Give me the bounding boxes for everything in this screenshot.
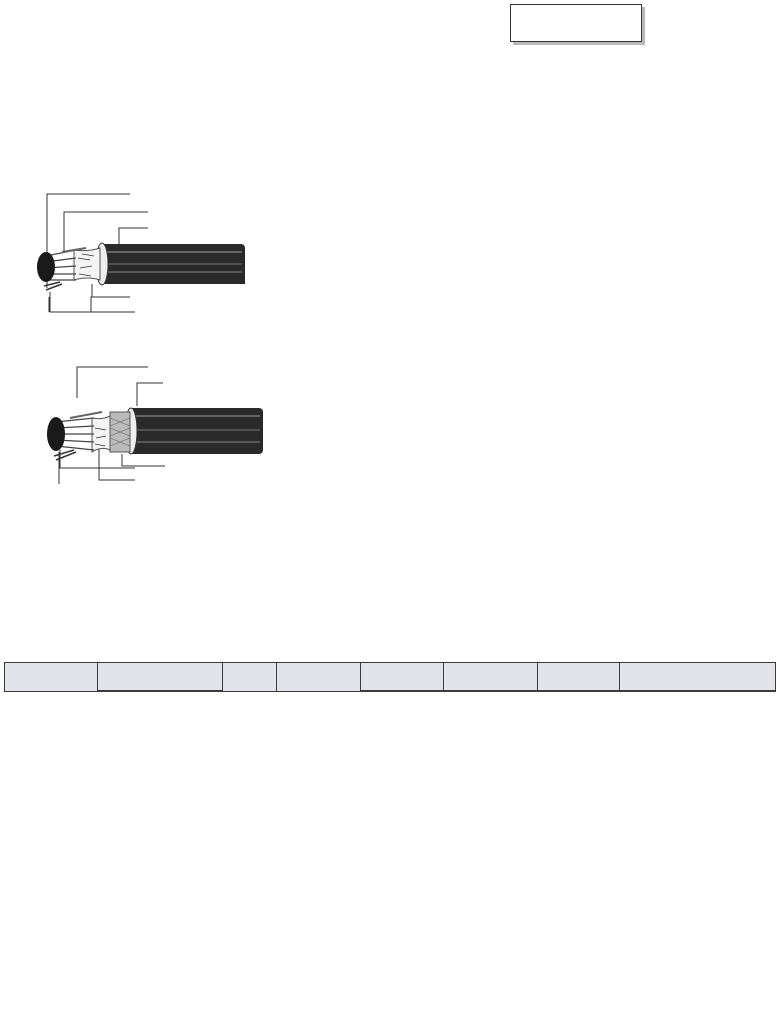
header-no-mm (146, 691, 223, 692)
unit-cell (620, 691, 696, 692)
unit-cell (444, 691, 538, 692)
header-insulation-thickness (277, 663, 361, 692)
braid-cable-diagram (30, 356, 280, 486)
header-awg (98, 691, 146, 692)
spec-table (4, 662, 776, 692)
braid-cable-illustration-icon (30, 356, 280, 486)
model-badge (510, 4, 642, 42)
header-conductor (98, 663, 223, 691)
header-ul-style (5, 663, 98, 692)
header-no-of-pair (223, 663, 277, 692)
header-nominal-capa (620, 663, 776, 691)
header-jack-thickness (444, 663, 538, 691)
foil-cable-illustration-icon (30, 172, 280, 317)
header-capa-a (696, 691, 776, 692)
header-braid-shield (361, 663, 444, 691)
foil-cable-diagram (30, 172, 280, 317)
unit-cell (538, 691, 620, 692)
header-overall-diameter (538, 663, 620, 691)
unit-cell (361, 691, 444, 692)
